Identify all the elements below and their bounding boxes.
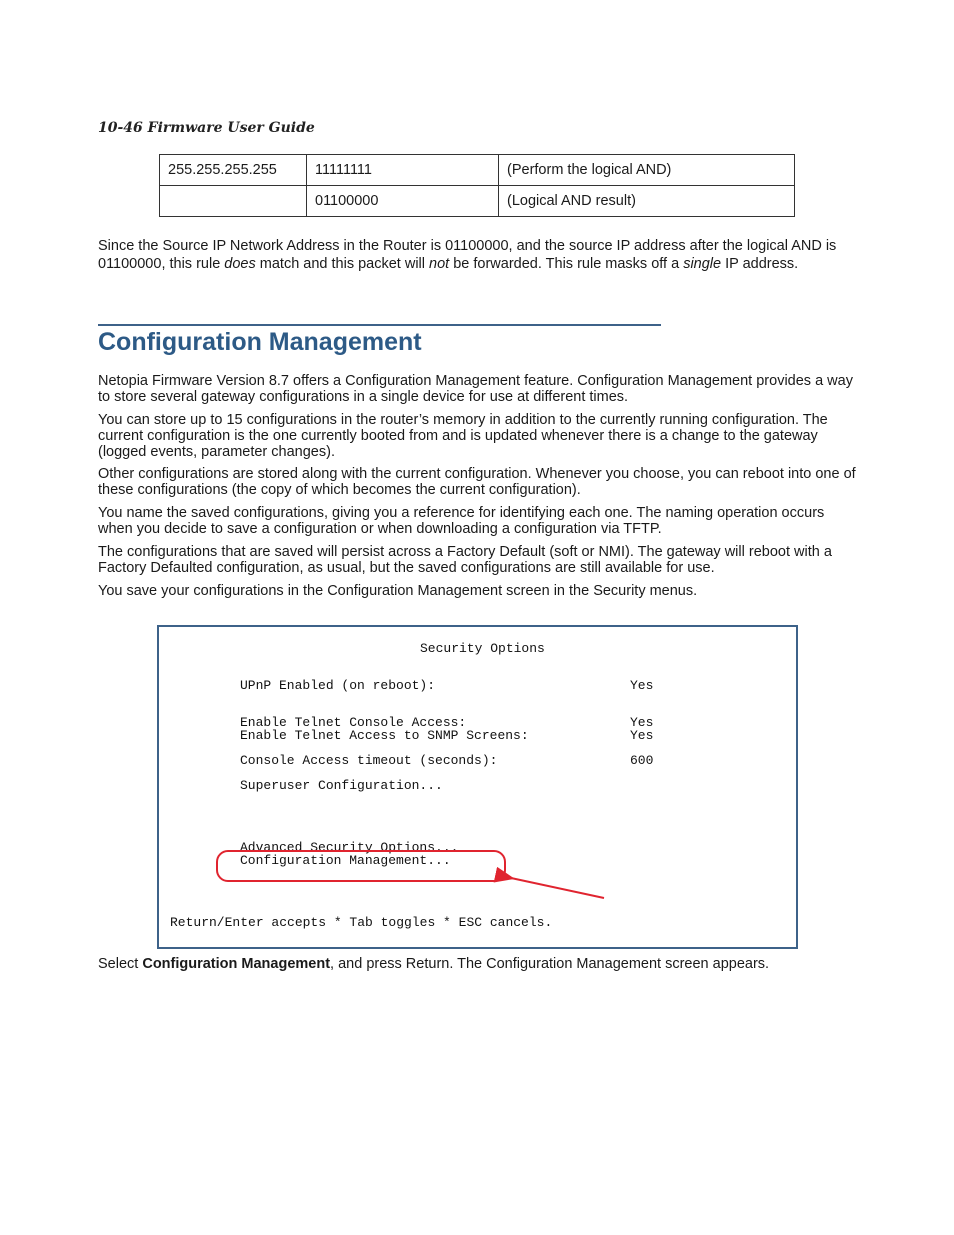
- terminal-title: Security Options: [420, 641, 545, 656]
- intro-text: be forwarded. This rule masks off a: [449, 256, 684, 272]
- superuser-config-item[interactable]: Superuser Configuration...: [240, 778, 443, 793]
- body-paragraph: Netopia Firmware Version 8.7 offers a Configuration Management feature. Configuration Management provides a way to store several gateway configurations in a single device for use at different times.: [98, 373, 853, 405]
- terminal-footer: Return/Enter accepts * Tab toggles * ESC cancels.: [170, 915, 553, 930]
- red-arrow-icon: [159, 627, 796, 947]
- table-cell: 01100000: [307, 186, 499, 217]
- intro-text: IP address.: [721, 256, 799, 272]
- table-row: [160, 186, 795, 217]
- config-management-item[interactable]: Configuration Management...: [240, 853, 451, 868]
- closing-text: , and press Return. The Configuration Management screen appears.: [330, 956, 770, 972]
- body-paragraph: You save your configurations in the Configuration Management screen in the Security menus.: [98, 583, 698, 599]
- intro-text: Since the Source IP Network Address in the Router is 01100000, and the source IP address after the logical AND is 01100000, this rule: [98, 238, 837, 272]
- section-rule: [98, 324, 661, 326]
- telnet-label: Enable Telnet Console Access:: [240, 715, 467, 730]
- timeout-value[interactable]: 600: [630, 753, 654, 768]
- table-cell: (Perform the logical AND): [499, 155, 795, 186]
- section-title: Configuration Management: [98, 328, 422, 356]
- emphasis-not: not: [429, 256, 450, 272]
- emphasis-single: single: [683, 256, 722, 272]
- running-head: 10-46 Firmware User Guide: [98, 120, 315, 136]
- advanced-security-item[interactable]: Advanced Security Options...: [240, 840, 459, 855]
- upnp-label: UPnP Enabled (on reboot):: [240, 678, 436, 693]
- intro-paragraph: [98, 237, 858, 273]
- table-cell: (Logical AND result): [499, 186, 795, 217]
- closing-text: Select: [98, 956, 143, 972]
- terminal-screen: [157, 625, 798, 949]
- timeout-label: Console Access timeout (seconds):: [240, 753, 498, 768]
- closing-paragraph: [98, 956, 858, 972]
- body-paragraph: You can store up to 15 configurations in the router’s memory in addition to the currently running configuration. The current configuration is the one currently booted from and is updated whenever there is a change to the gateway (logged events, parameter changes).: [98, 412, 828, 460]
- snmp-label: Enable Telnet Access to SNMP Screens:: [240, 728, 529, 743]
- intro-text: match and this packet will: [255, 256, 430, 272]
- table-row: [160, 155, 795, 186]
- mask-table: [159, 154, 795, 217]
- snmp-value[interactable]: Yes: [630, 728, 654, 743]
- body-paragraph: You name the saved configurations, giving you a reference for identifying each one. The naming operation occurs when you decide to save a configuration or when downloading a configuration via TFTP.: [98, 505, 825, 537]
- body-paragraph: Other configurations are stored along with the current configuration. Whenever you choose, you can reboot into one of these configurations (the copy of which becomes the current configuration).: [98, 466, 856, 498]
- body-paragraph: The configurations that are saved will persist across a Factory Default (soft or NMI). The gateway will reboot with a Factory Defaulted configuration, as usual, but the saved configurations are still available for use.: [98, 544, 832, 576]
- emphasis-does: does: [224, 256, 256, 272]
- table-cell: 11111111: [307, 155, 499, 186]
- table-cell: 255.255.255.255: [160, 155, 307, 186]
- telnet-value[interactable]: Yes: [630, 715, 654, 730]
- closing-bold: Configuration Management: [142, 956, 331, 972]
- table-cell: [160, 186, 307, 217]
- upnp-value[interactable]: Yes: [630, 678, 654, 693]
